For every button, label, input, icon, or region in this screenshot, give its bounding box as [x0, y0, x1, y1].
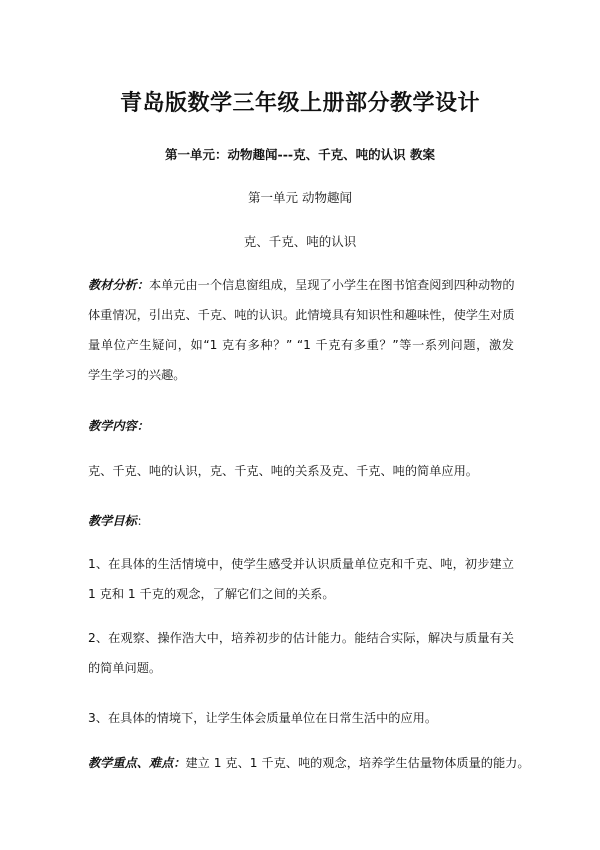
goal-item-line: 3、在具体的情境下，让学生体会质量单位在日常生活中的应用。 — [88, 711, 438, 725]
analysis-line: 本单元由一个信息窗组成，呈现了小学生在图书馆查阅到四种动物的 — [148, 278, 515, 292]
key-points-text: 建立 1 克、1 千克、吨的观念，培养学生估量物体质量的能力。 — [185, 756, 530, 770]
goal-item-line: 1、在具体的生活情境中，使学生感受并认识质量单位克和千克、吨，初步建立 — [88, 557, 514, 571]
goal-item-line: 1 克和 1 千克的观念，了解它们之间的关系。 — [88, 587, 335, 601]
content-text: 克、千克、吨的认识，克、千克、吨的关系及克、千克、吨的简单应用。 — [88, 464, 478, 478]
lesson-heading: 克、千克、吨的认识 — [243, 234, 357, 249]
document-subtitle: 第一单元：动物趣闻---克、千克、吨的认识 教案 — [165, 147, 435, 162]
unit-heading: 第一单元 动物趣闻 — [248, 190, 352, 205]
analysis-label: 教材分析： — [88, 278, 149, 292]
goals-label-suffix: ： — [136, 514, 149, 528]
document-title: 青岛版数学三年级上册部分教学设计 — [119, 91, 480, 116]
analysis-line: 体重情况，引出克、千克、吨的认识。此情境具有知识性和趣味性，使学生对质 — [88, 308, 515, 322]
analysis-line: 量单位产生疑问，如“1 克有多种？” “1 千克有多重？”等一系列问题，激发 — [88, 338, 514, 352]
content-label: 教学内容： — [88, 419, 149, 433]
goal-item-line: 的简单问题。 — [88, 661, 162, 675]
key-points-label: 教学重点、难点： — [88, 756, 186, 770]
analysis-line: 学生学习的兴趣。 — [88, 368, 186, 382]
goal-item-line: 2、在观察、操作浩大中，培养初步的估计能力。能结合实际，解决与质量有关 — [88, 631, 514, 645]
goals-label: 教学目标 — [88, 514, 137, 528]
